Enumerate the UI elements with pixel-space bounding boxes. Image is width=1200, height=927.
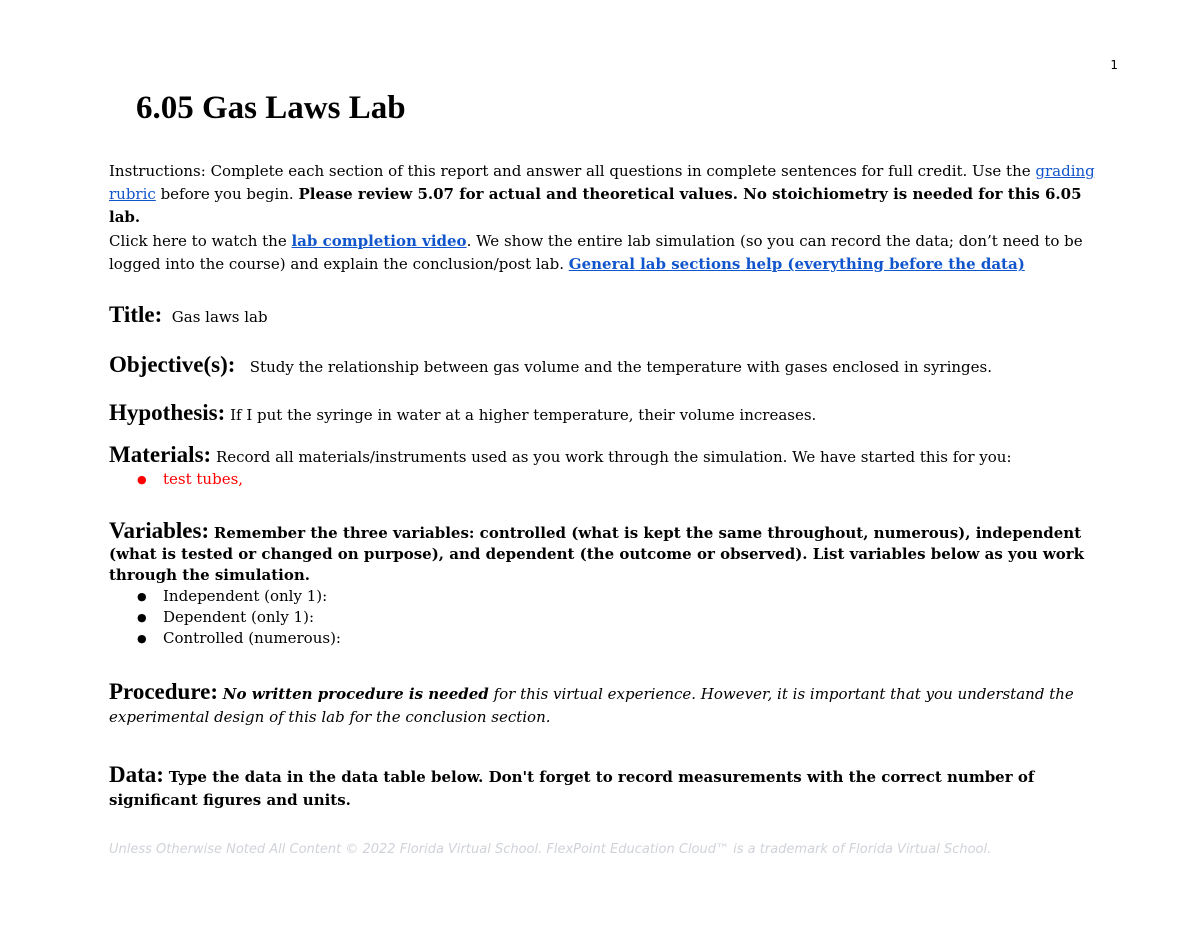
hypothesis-value[interactable]: If I put the syringe in water at a higher temperature, their volume increases. [230,406,817,424]
objective-label: Objective(s): [109,352,236,377]
objective-value[interactable]: Study the relationship between gas volume and the temperature with gases enclosed in syringes. [249,358,993,376]
title-value[interactable]: Gas laws lab [171,308,268,326]
grading-rubric-link[interactable]: grading rubric [109,162,1095,203]
footer-copyright: Unless Otherwise Noted All Content © 2022 Florida Virtual School. FlexPoint Education Cloud™ is a trademark of Florida Virtual School. [109,842,992,857]
data-label: Data: [109,762,164,787]
video-text-2: . We show the entire lab simulation (so you can record the data; don’t need to be logged into the course) and explain the conclusion/post lab. [109,232,1083,273]
materials-section [109,443,1099,490]
materials-list [109,469,1099,490]
video-text: Click here to watch the [109,232,292,250]
list-item[interactable]: ● Controlled (numerous): [109,628,1099,649]
procedure-section [109,680,1099,729]
procedure-label: Procedure: [109,679,219,704]
variables-section [109,520,1099,649]
video-paragraph [109,230,1099,276]
hypothesis-section [109,401,1099,427]
general-lab-help-link[interactable]: General lab sections help (everything before the data) [568,255,1025,273]
title-section [109,303,1099,329]
list-item[interactable]: ● Dependent (only 1): [109,607,1099,628]
title-label: Title: [109,302,163,327]
document-title: 6.05 Gas Laws Lab [136,90,406,126]
materials-label: Materials: [109,442,212,467]
variables-label: Variables: [109,518,210,543]
instructions-text: Instructions: Complete each section of this report and answer all questions in complete sentences for full credit. Use the [109,162,1036,180]
lab-completion-video-link[interactable]: lab completion video [291,232,467,250]
procedure-value: for this virtual experience. However, it is important that you understand the experimental design of this lab for the conclusion section. [109,685,1074,726]
instructions-text-2: before you begin. [155,185,299,203]
data-value: Type the data in the data table below. Don't forget to record measurements with the correct number of significant figures and units. [109,768,1035,809]
materials-value: Record all materials/instruments used as you work through the simulation. We have started this for you: [215,448,1012,466]
variables-list [109,586,1099,649]
procedure-bold-note: No written procedure is needed [222,685,489,703]
data-section [109,763,1099,812]
instructions-bold-note: Please review 5.07 for actual and theoretical values. No stoichiometry is needed for this 6.05 lab. [109,185,1082,226]
page-number: 1 [1110,58,1118,72]
objective-section [109,353,1099,379]
list-item[interactable]: ● Independent (only 1): [109,586,1099,607]
hypothesis-label: Hypothesis: [109,400,226,425]
variables-value: Remember the three variables: controlled (what is kept the same throughout, numerous), independent (what is tested or changed on purpose), and dependent (the outcome or observed). List variables below as you work through the simulation. [109,524,1085,584]
list-item[interactable]: ● test tubes, [109,469,1099,490]
instructions-paragraph [109,160,1099,229]
